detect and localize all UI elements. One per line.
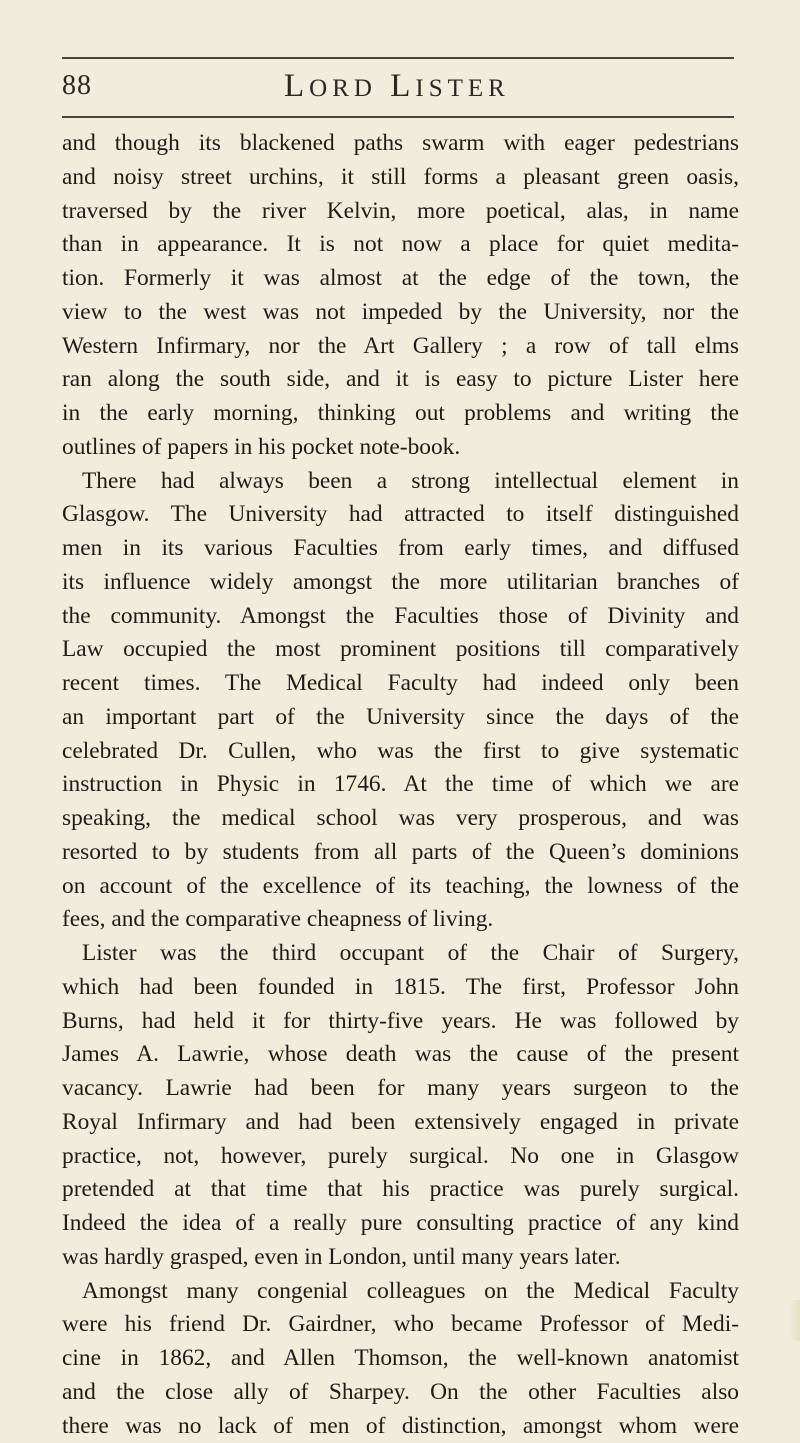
- text-line: ran along the south side, and it is easy to picture Lister here: [62, 363, 739, 397]
- text-line: Law occupied the most prominent positions till comparatively: [62, 633, 739, 667]
- text-line: Glasgow. The University had attracted to itself distinguished: [62, 498, 739, 532]
- text-line: recent times. The Medical Faculty had indeed only been: [62, 667, 739, 701]
- text-line: tion. Formerly it was almost at the edge of the town, the: [62, 262, 739, 296]
- running-head-rest-2: ISTER: [415, 75, 509, 102]
- running-head: [284, 62, 510, 113]
- paragraph-3: [62, 937, 739, 1275]
- text-line: the community. Amongst the Faculties those of Divinity and: [62, 600, 739, 634]
- text-line: Burns, had held it for thirty-five years. He was followed by: [62, 1005, 739, 1039]
- text-line: Amongst many congenial colleagues on the Medical Faculty: [62, 1275, 739, 1309]
- text-line: celebrated Dr. Cullen, who was the first to give systematic: [62, 735, 739, 769]
- page-edge-shading: [790, 1300, 800, 1341]
- page-header: [62, 62, 734, 110]
- text-line: than in appearance. It is not now a place for quiet medita-: [62, 228, 739, 262]
- body-text: [62, 127, 739, 1443]
- text-line: on account of the excellence of its teaching, the lowness of the: [62, 870, 739, 904]
- text-line: traversed by the river Kelvin, more poetical, alas, in name: [62, 195, 739, 229]
- running-head-rest-1: ORD: [309, 75, 377, 102]
- text-line: and noisy street urchins, it still forms a pleasant green oasis,: [62, 161, 739, 195]
- running-head-initial-1: L: [284, 68, 309, 104]
- text-line: speaking, the medical school was very prosperous, and was: [62, 802, 739, 836]
- text-line: was hardly grasped, even in London, until many years later.: [62, 1241, 739, 1275]
- paragraph-1: [62, 127, 739, 465]
- text-line: there was no lack of men of distinction, amongst whom were: [62, 1410, 739, 1443]
- text-line: Lister was the third occupant of the Chair of Surgery,: [62, 937, 739, 971]
- text-line: its influence widely amongst the more utilitarian branches of: [62, 566, 739, 600]
- page-number: 88: [62, 62, 92, 110]
- text-line: resorted to by students from all parts of the Queen’s dominions: [62, 836, 739, 870]
- text-line: practice, not, however, purely surgical. No one in Glasgow: [62, 1140, 739, 1174]
- text-line: and though its blackened paths swarm with eager pedestrians: [62, 127, 739, 161]
- header-rule-bottom: [62, 116, 734, 118]
- running-head-initial-2: L: [390, 68, 415, 104]
- paragraph-4: [62, 1275, 739, 1443]
- header-rule-top: [62, 57, 734, 59]
- text-line: There had always been a strong intellectual element in: [62, 465, 739, 499]
- text-line: an important part of the University since the days of the: [62, 701, 739, 735]
- text-line: fees, and the comparative cheapness of living.: [62, 903, 739, 937]
- text-line: outlines of papers in his pocket note-book.: [62, 431, 739, 465]
- text-line: pretended at that time that his practice was purely surgical.: [62, 1173, 739, 1207]
- paragraph-2: [62, 465, 739, 938]
- text-line: Royal Infirmary and had been extensively engaged in private: [62, 1106, 739, 1140]
- text-line: which had been founded in 1815. The first, Professor John: [62, 971, 739, 1005]
- text-line: vacancy. Lawrie had been for many years surgeon to the: [62, 1072, 739, 1106]
- text-line: James A. Lawrie, whose death was the cause of the present: [62, 1038, 739, 1072]
- text-line: instruction in Physic in 1746. At the time of which we are: [62, 768, 739, 802]
- text-line: were his friend Dr. Gairdner, who became Professor of Medi-: [62, 1308, 739, 1342]
- text-line: and the close ally of Sharpey. On the other Faculties also: [62, 1376, 739, 1410]
- text-line: view to the west was not impeded by the University, nor the: [62, 296, 739, 330]
- text-line: in the early morning, thinking out problems and writing the: [62, 397, 739, 431]
- text-line: men in its various Faculties from early times, and diffused: [62, 532, 739, 566]
- text-line: Indeed the idea of a really pure consulting practice of any kind: [62, 1207, 739, 1241]
- text-line: cine in 1862, and Allen Thomson, the well-known anatomist: [62, 1342, 739, 1376]
- text-line: Western Infirmary, nor the Art Gallery ; a row of tall elms: [62, 330, 739, 364]
